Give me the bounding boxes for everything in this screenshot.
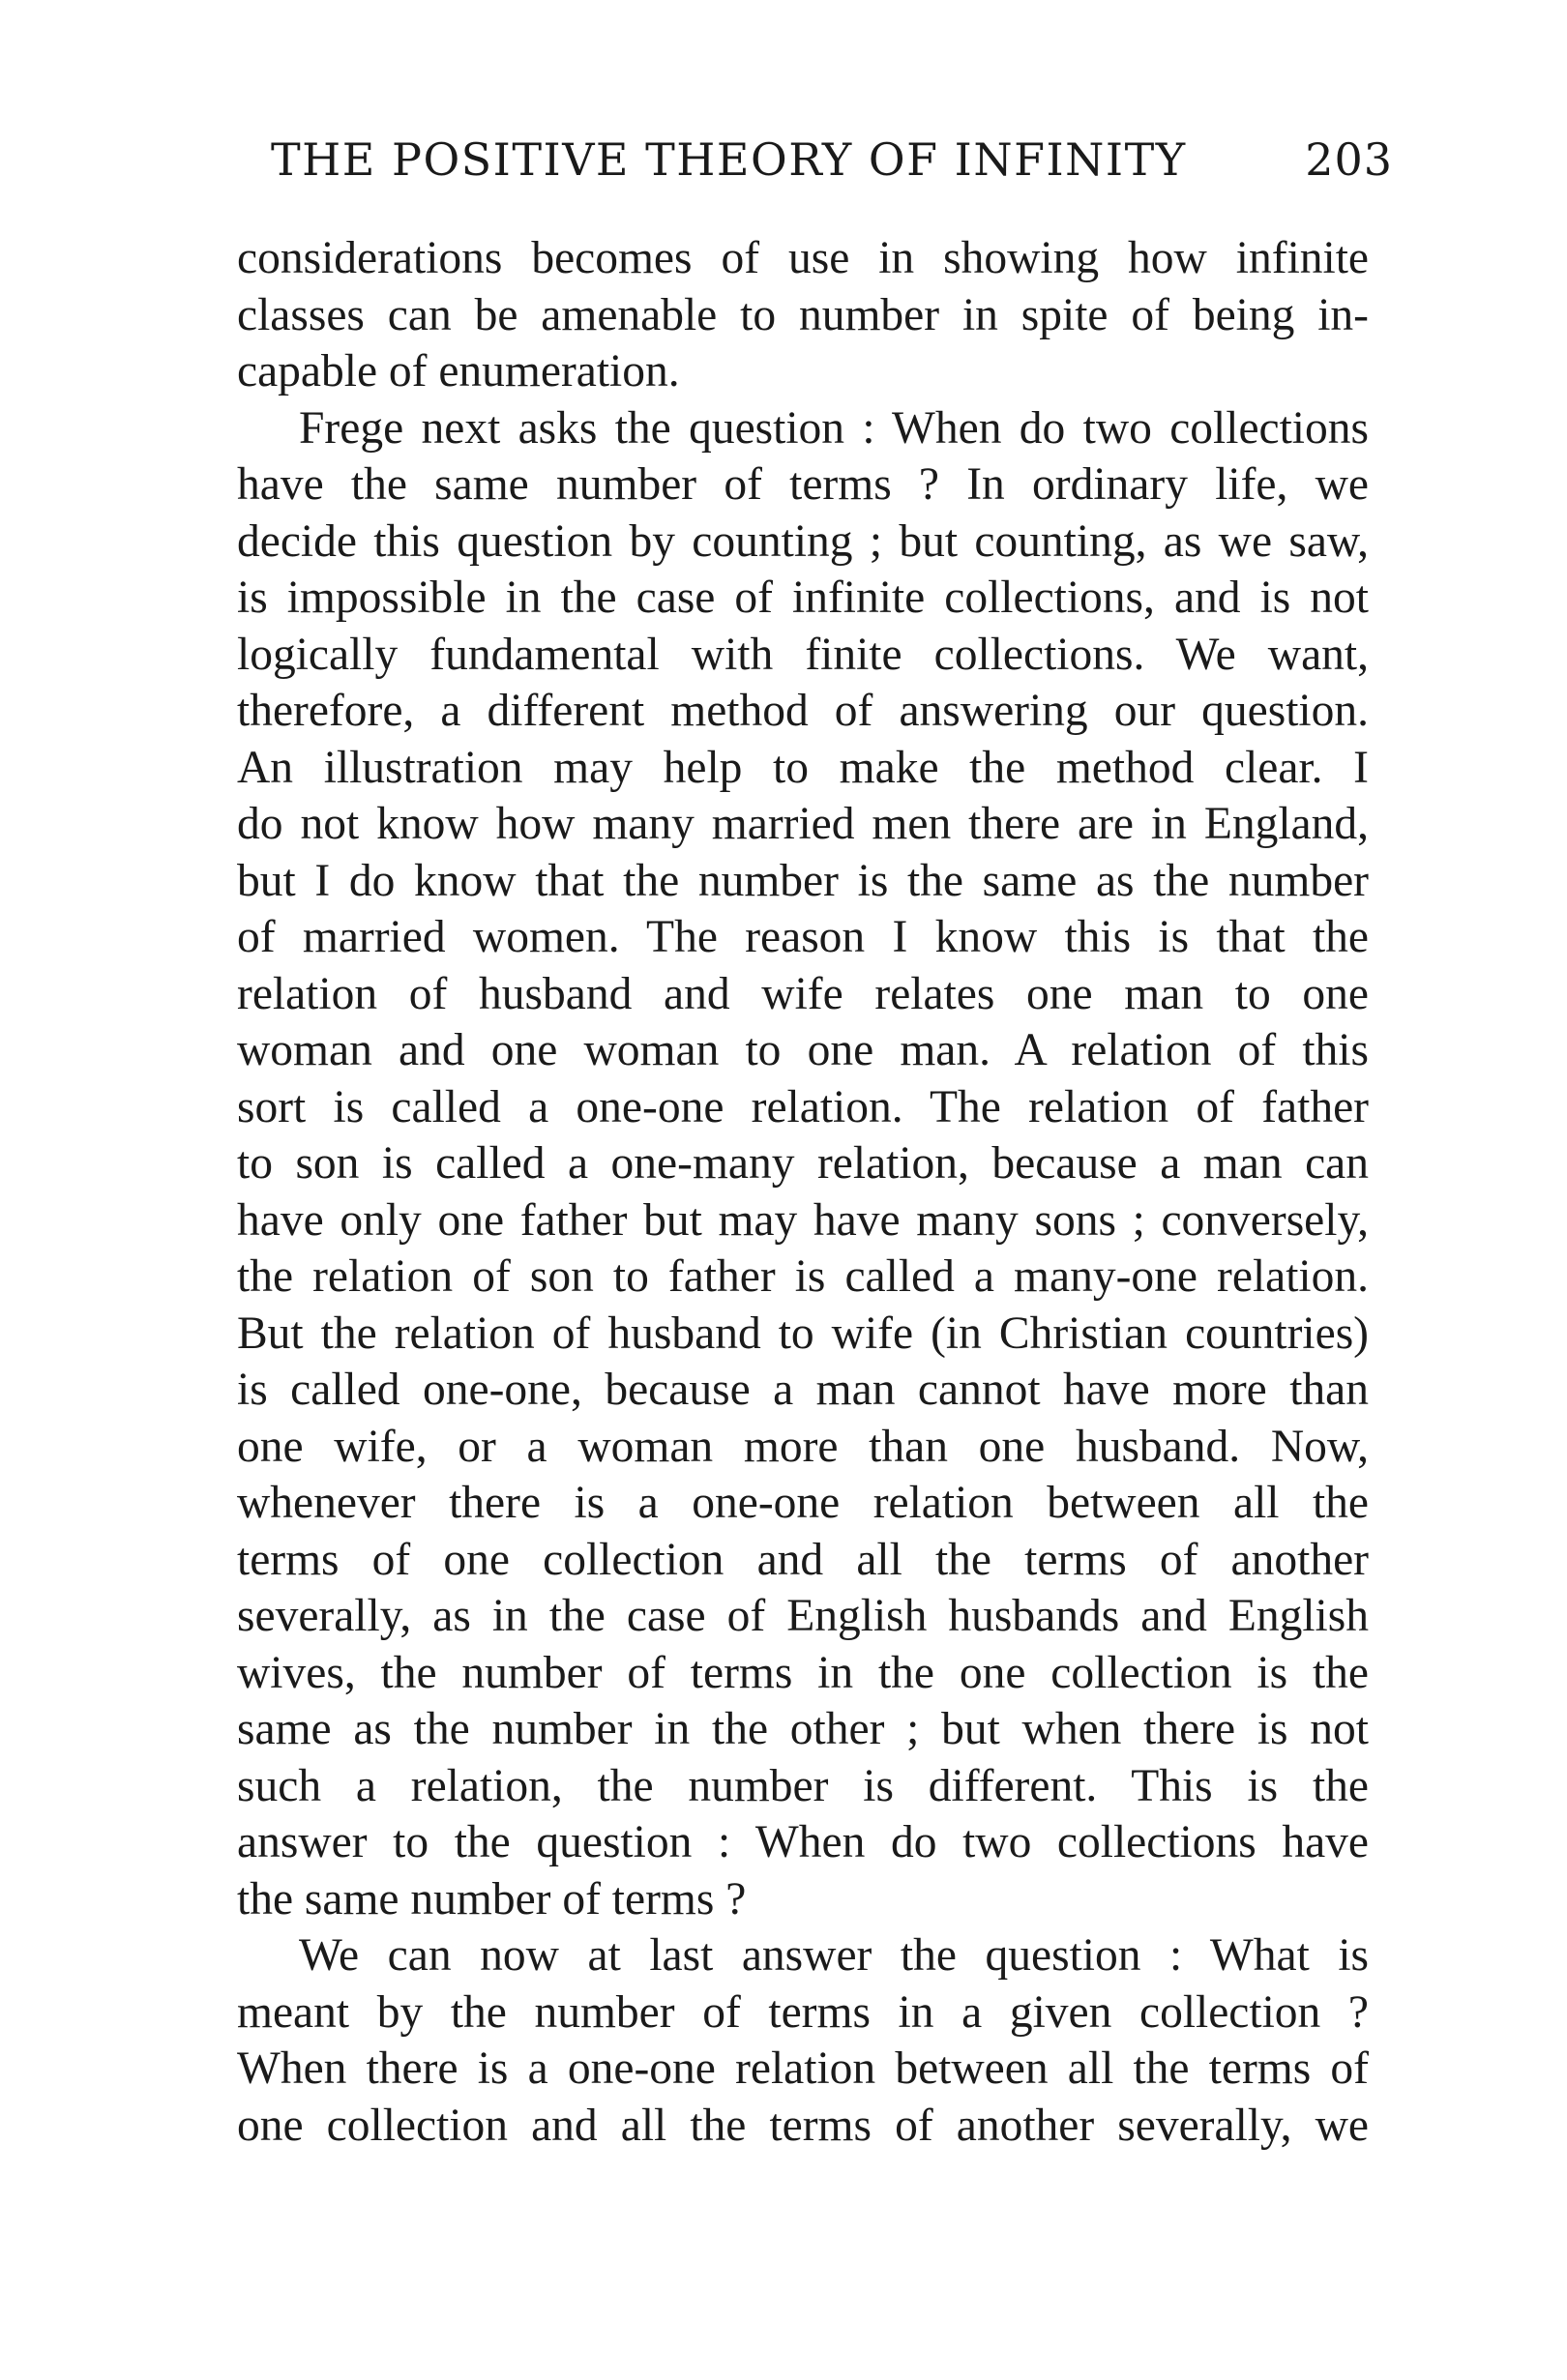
text-line: meant by the number of terms in a given collection ? (237, 1986, 1369, 2038)
text-line: one collection and all the terms of another severally, we (237, 2100, 1369, 2151)
text-line: is called one-one, because a man cannot have more than (237, 1365, 1369, 1415)
text-line: answer to the question : When do two collections have (237, 1817, 1369, 1867)
text-line: An illustration may help to make the method clear. I (237, 742, 1369, 793)
text-line: therefore, a different method of answering our question. (237, 686, 1369, 736)
text-line: classes can be amenable to number in spite of being in- (237, 289, 1369, 340)
text-line: do not know how many married men there are in England, (237, 799, 1369, 849)
text-line: severally, as in the case of English husbands and English (237, 1591, 1369, 1641)
text-line: same as the number in the other ; but when there is not (237, 1704, 1369, 1754)
text-line: wives, the number of terms in the one collection is the (237, 1647, 1369, 1698)
text-line: terms of one collection and all the terms of another (237, 1534, 1369, 1585)
text-line: relation of husband and wife relates one man to one (237, 968, 1369, 1019)
page-number: 203 (1305, 133, 1393, 186)
running-head (271, 133, 1393, 191)
body-text (237, 230, 1369, 2154)
text-line: whenever there is a one-one relation between all the (237, 1478, 1369, 1528)
text-line: Frege next asks the question : When do two collections (299, 402, 1369, 454)
text-line: When there is a one-one relation between all the terms of (237, 2043, 1369, 2094)
text-line: woman and one woman to one man. A relation of this (237, 1025, 1369, 1075)
running-head-title: THE POSITIVE THEORY OF INFINITY (271, 133, 1187, 186)
text-line: We can now at last answer the question : What is (299, 1930, 1369, 1981)
text-line: But the relation of husband to wife (in Christian countries) (237, 1308, 1369, 1359)
text-line: but I do know that the number is the same as the number (237, 855, 1369, 906)
text-line: is impossible in the case of infinite collections, and is not (237, 573, 1369, 623)
text-line: such a relation, the number is different. This is the (237, 1760, 1369, 1811)
text-line: the relation of son to father is called a many-one relation. (237, 1251, 1369, 1302)
text-line: sort is called a one-one relation. The relation of father (237, 1081, 1369, 1132)
text-line: capable of enumeration. (237, 346, 680, 397)
text-line: logically fundamental with finite collections. We want, (237, 629, 1369, 680)
text-line: one wife, or a woman more than one husband. Now, (237, 1421, 1369, 1472)
text-line: have only one father but may have many sons ; conversely, (237, 1194, 1369, 1246)
text-line: have the same number of terms ? In ordinary life, we (237, 459, 1369, 510)
text-line: the same number of terms ? (237, 1873, 747, 1925)
text-line: decide this question by counting ; but counting, as we saw, (237, 515, 1369, 567)
text-line: of married women. The reason I know this is that the (237, 912, 1369, 962)
text-line: to son is called a one-many relation, because a man can (237, 1138, 1369, 1189)
text-line: considerations becomes of use in showing how infinite (237, 233, 1369, 283)
